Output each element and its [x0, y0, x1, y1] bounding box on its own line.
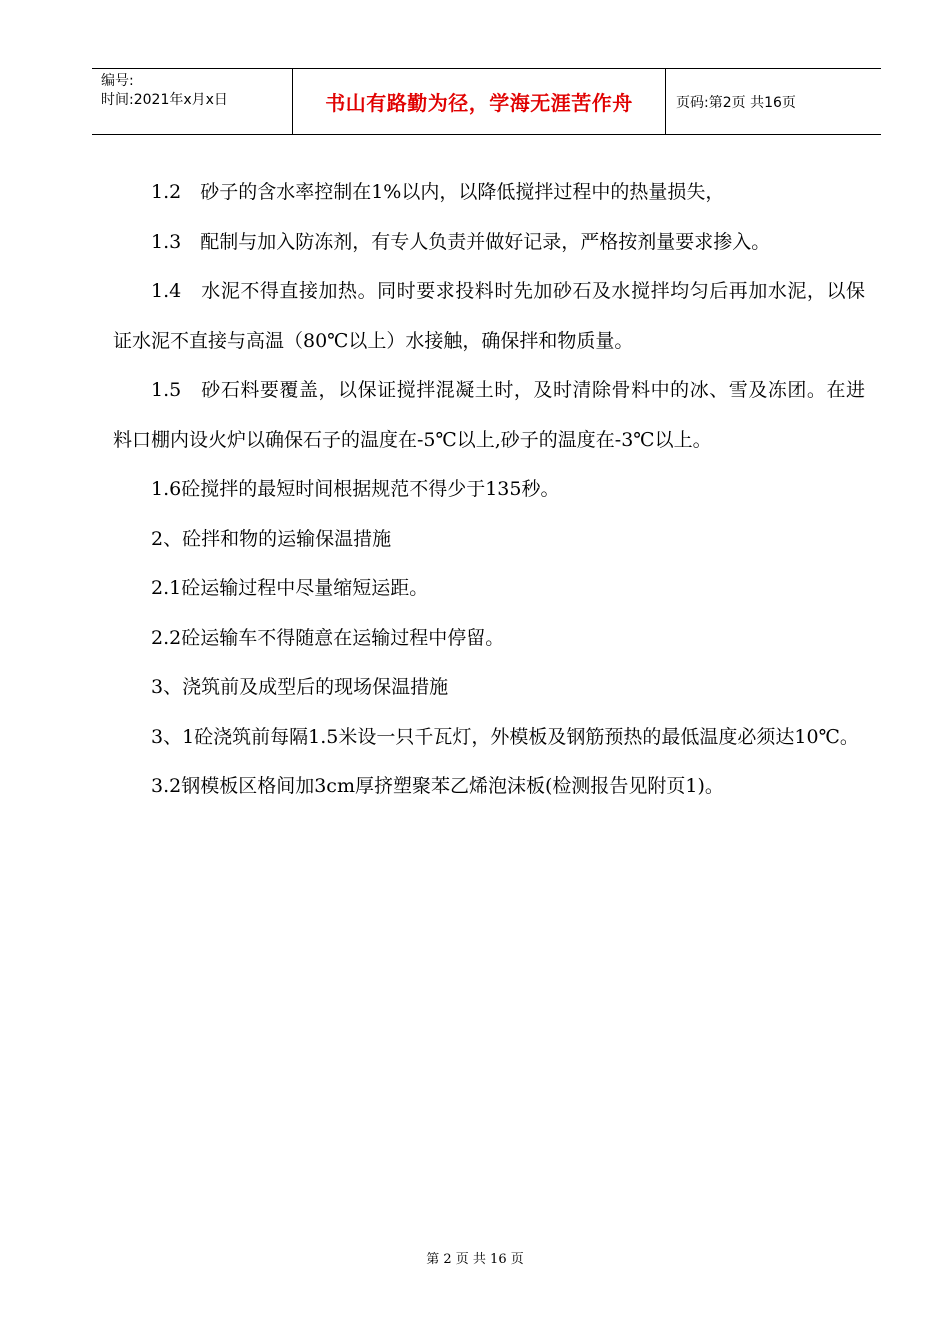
document-body — [113, 168, 865, 812]
paragraph-1-2: 1.2 砂子的含水率控制在1%以内，以降低搅拌过程中的热量损失， — [151, 181, 725, 203]
paragraph-1-3: 1.3 配制与加入防冻剂，有专人负责并做好记录，严格按剂量要求掺入。 — [151, 230, 771, 253]
header-page-info: 页码:第2页 共16页 — [676, 94, 796, 111]
paragraph-1-4: 1.4 水泥不得直接加热。同时要求投料时先加砂石及水搅拌均匀后再加水泥，以保证水泥不直接与高温（80℃以上）水接触，确保拌和物质量。 — [113, 280, 865, 352]
page-footer: 第 2 页 共 16 页 — [426, 1252, 524, 1267]
header-meta — [92, 69, 293, 134]
paragraph-3-1: 3、1砼浇筑前每隔1.5米设一只千瓦灯，外模板及钢筋预热的最低温度必须达10℃。 — [151, 725, 859, 748]
paragraph-1-5: 1.5 砂石料要覆盖，以保证搅拌混凝土时，及时清除骨料中的冰、雪及冻团。在进料口棚内设火炉以确保石子的温度在-5℃以上,砂子的温度在-3℃以上。 — [113, 379, 865, 451]
paragraph-3-2: 3.2钢模板区格间加3cm厚挤塑聚苯乙烯泡沫板(检测报告见附页1)。 — [151, 775, 724, 797]
document-time-label: 时间:2021年x月x日 — [101, 92, 228, 108]
paragraph-1-6: 1.6砼搅拌的最短时间根据规范不得少于135秒。 — [151, 478, 560, 500]
section-heading-2: 2、砼拌和物的运输保温措施 — [151, 527, 392, 550]
page-header — [92, 68, 881, 135]
paragraph-2-2: 2.2砼运输车不得随意在运输过程中停留。 — [151, 626, 505, 649]
section-heading-3: 3、浇筑前及成型后的现场保温措施 — [151, 676, 449, 698]
header-motto: 书山有路勤为径，学海无涯苦作舟 — [293, 69, 666, 134]
paragraph-2-1: 2.1砼运输过程中尽量缩短运距。 — [151, 577, 429, 599]
document-number-label: 编号: — [101, 73, 134, 89]
